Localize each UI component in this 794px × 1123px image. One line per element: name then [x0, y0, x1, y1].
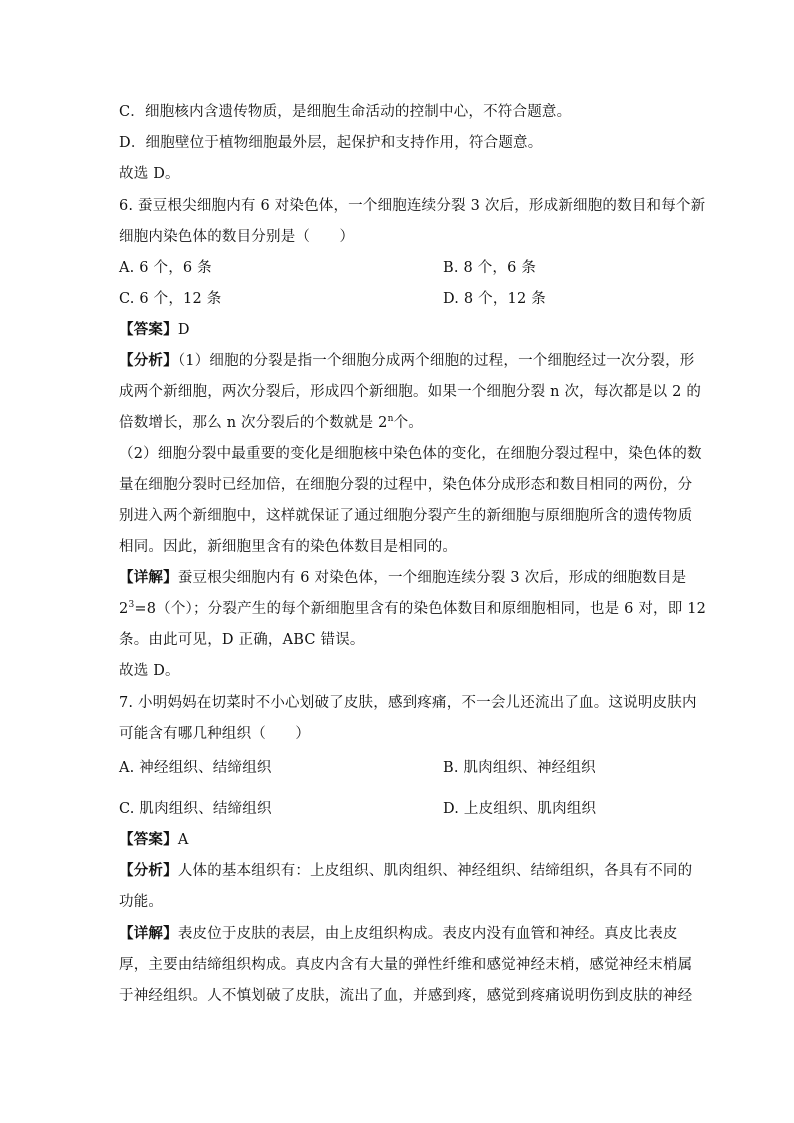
question-6-answer [119, 320, 190, 340]
question-7-option-b: B. 肌肉组织、神经组织 [443, 760, 596, 776]
question-6-analysis-line-2: 成两个新细胞，两次分裂后，形成四个新细胞。如果一个细胞分裂 n 次，每次都是以 2 的 [119, 384, 702, 400]
question-6-choice-summary: 故选 D。 [119, 663, 180, 679]
question-7-stem-line-2: 可能含有哪几种组织（ ） [119, 726, 311, 742]
answer-value: D [177, 322, 190, 338]
answer-value: A [177, 832, 189, 848]
choice-summary: 故选 D。 [119, 166, 180, 182]
question-7-answer [119, 830, 188, 850]
detail-tag: 【详解】 [119, 925, 178, 942]
question-6-analysis-line-4: （2）细胞分裂中最重要的变化是细胞核中染色体的变化，在细胞分裂过程中，染色体的数 [119, 446, 702, 462]
question-6-detail-line-3: 条。由此可见，D 正确，ABC 错误。 [119, 632, 365, 648]
question-7-option-a: A. 神经组织、结缔组织 [119, 760, 272, 776]
question-6-analysis-line-7: 相同。因此，新细胞里含有的染色体数目是相同的。 [119, 539, 458, 555]
question-7-option-c: C. 肌肉组织、结缔组织 [119, 801, 272, 817]
option-d-explanation: D．细胞壁位于植物细胞最外层，起保护和支持作用，符合题意。 [119, 135, 543, 151]
analysis-tag: 【分析】 [119, 352, 178, 369]
question-6-detail-line-1: 【详解】蚕豆根尖细胞内有 6 对染色体，一个细胞连续分裂 3 次后，形成的细胞数目是 [119, 569, 687, 586]
question-7-detail-line-2: 厚，主要由结缔组织构成。真皮内含有大量的弹性纤维和感觉神经末梢，感觉神经末梢属 [119, 957, 693, 973]
question-6-option-c: C. 6 个，12 条 [119, 291, 222, 307]
question-7-option-d: D. 上皮组织、肌肉组织 [443, 801, 597, 817]
question-6-analysis-line-6: 别进入两个新细胞中，这样就保证了通过细胞分裂产生的新细胞与原细胞所含的遗传物质 [119, 508, 693, 524]
question-6-analysis-line-1: 【分析】（1）细胞的分裂是指一个细胞分成两个细胞的过程，一个细胞经过一次分裂，形 [119, 352, 695, 369]
question-6-option-d: D. 8 个，12 条 [443, 291, 546, 307]
question-7-detail-line-1: 【详解】表皮位于皮肤的表层，由上皮组织构成。表皮内没有血管和神经。真皮比表皮 [119, 925, 678, 942]
question-7-stem-line-1: 7. 小明妈妈在切菜时不小心划破了皮肤，感到疼痛，不一会儿还流出了血。这说明皮肤内 [119, 695, 697, 711]
question-7-detail-line-3: 于神经组织。人不慎划破了皮肤，流出了血，并感到疼，感觉到疼痛说明伤到皮肤的神经 [119, 988, 693, 1004]
answer-tag: 【答案】 [119, 321, 178, 338]
analysis-tag: 【分析】 [119, 862, 178, 879]
question-6-stem-line-1: 6. 蚕豆根尖细胞内有 6 对染色体，一个细胞连续分裂 3 次后，形成新细胞的数目和每个新 [119, 198, 706, 214]
answer-tag: 【答案】 [119, 831, 178, 848]
question-7-analysis-line-2: 功能。 [119, 894, 164, 910]
question-6-option-b: B. 8 个，6 条 [443, 260, 537, 276]
question-7-analysis-line-1: 【分析】人体的基本组织有：上皮组织、肌肉组织、神经组织、结缔组织，各具有不同的 [119, 862, 693, 879]
option-c-explanation: C．细胞核内含遗传物质，是细胞生命活动的控制中心，不符合题意。 [119, 104, 572, 120]
question-6-option-a: A. 6 个，6 条 [119, 260, 212, 276]
question-6-analysis-line-3: 倍数增长，那么 n 次分裂后的个数就是 2$^n$个。 [119, 414, 423, 431]
question-6-analysis-line-5: 量在细胞分裂时已经加倍，在细胞分裂的过程中，染色体分成形态和数目相同的两份，分 [119, 477, 693, 493]
detail-tag: 【详解】 [119, 569, 178, 586]
question-6-stem-line-2: 细胞内染色体的数目分别是（ ） [119, 229, 355, 245]
question-6-detail-line-2: $2^3=8$（个）；分裂产生的每个新细胞里含有的染色体数目和原细胞相同，也是 6 对，即 12 [119, 600, 707, 617]
